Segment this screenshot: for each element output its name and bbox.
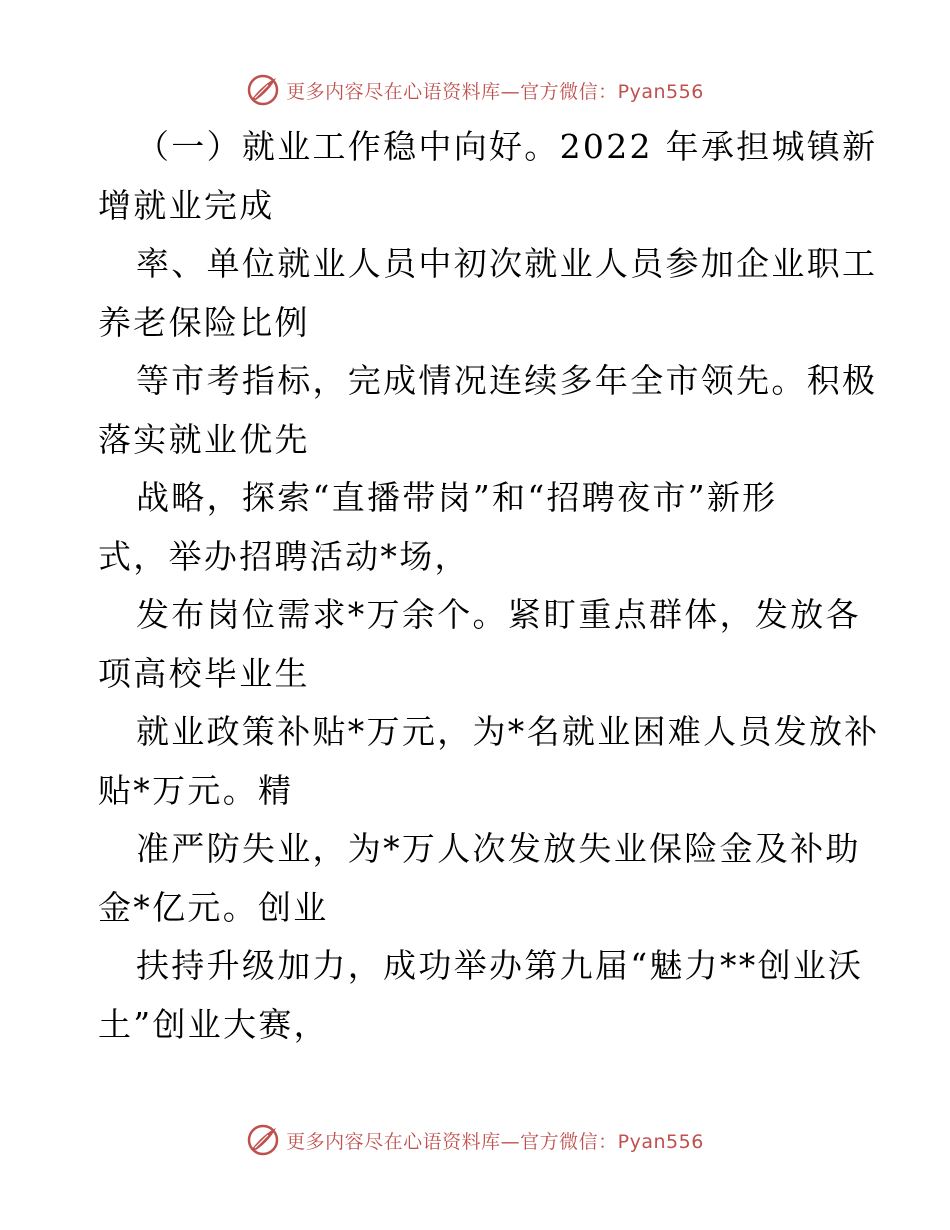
- paragraph-line: 养老保险比例: [98, 302, 310, 342]
- paragraph-line: 土”创业大赛，: [98, 1004, 329, 1044]
- paragraph-line: 扶持升级加力，成功举办第九届“魅力**创业沃: [136, 946, 864, 985]
- watermark-text: 更多内容尽在心语资料库—官方微信：Pyan556: [286, 1130, 704, 1153]
- paragraph-line: 增就业完成: [98, 185, 275, 225]
- header-watermark: [0, 72, 950, 108]
- paragraph-line: 战略，探索“直播带岗”和“招聘夜市”新形: [136, 478, 778, 517]
- paragraph-line: 金*亿元。创业: [98, 887, 329, 927]
- document-body: [98, 118, 880, 1054]
- watermark-text: 更多内容尽在心语资料库—官方微信：Pyan556: [286, 80, 704, 103]
- paragraph-line: 等市考指标，完成情况连续多年全市领先。积极: [136, 361, 878, 400]
- paragraph-line: 贴*万元。精: [98, 770, 294, 810]
- paragraph-line: 落实就业优先: [98, 419, 310, 459]
- paragraph-line: 发布岗位需求*万余个。紧盯重点群体，发放各: [136, 595, 861, 634]
- quill-pen-logo-icon: [246, 1123, 280, 1157]
- paragraph-line: 项高校毕业生: [98, 653, 310, 693]
- paragraph-line: 准严防失业，为*万人次发放失业保险金及补助: [136, 829, 861, 868]
- paragraph-line: 式，举办招聘活动*场，: [98, 536, 470, 576]
- paragraph-line: 就业政策补贴*万元，为*名就业困难人员发放补: [136, 712, 880, 751]
- footer-watermark: [0, 1122, 950, 1158]
- paragraph-line: 率、单位就业人员中初次就业人员参加企业职工: [136, 244, 878, 283]
- paragraph-line: （一）就业工作稳中向好。2022 年承担城镇新: [136, 127, 878, 166]
- quill-pen-logo-icon: [246, 73, 280, 107]
